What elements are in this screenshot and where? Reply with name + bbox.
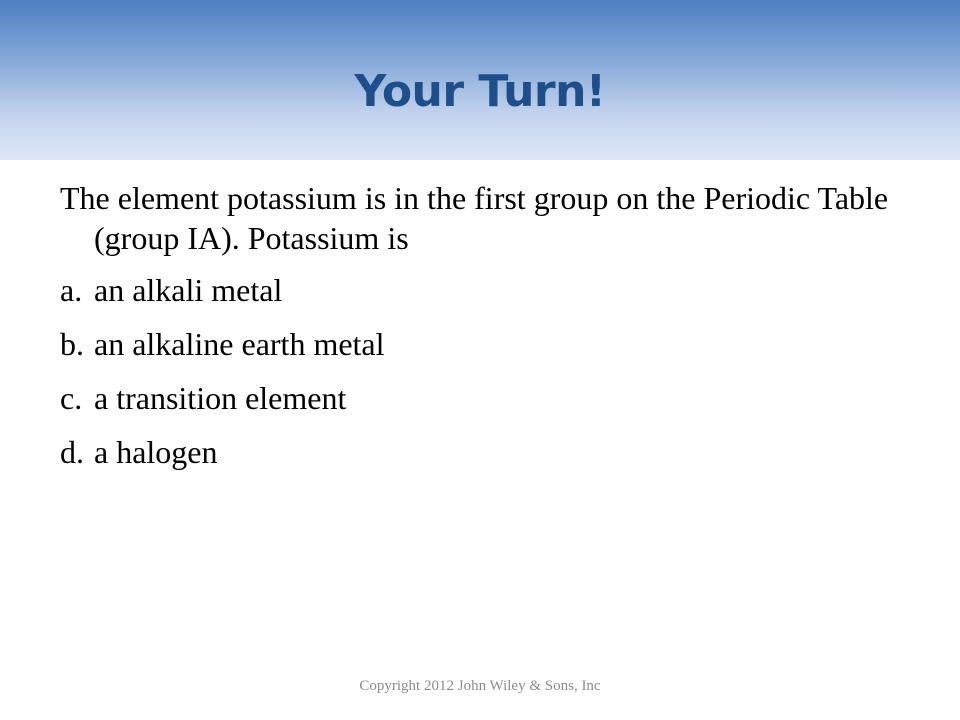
slide-title: Your Turn!: [354, 66, 606, 117]
option-text: a transition element: [94, 380, 347, 416]
option-d: [60, 432, 920, 472]
option-b: [60, 324, 920, 364]
option-text: an alkali metal: [94, 272, 283, 308]
question-text: The element potassium is in the first group on the Periodic Table (group IA). Potassium is: [60, 180, 889, 256]
slide-content: [60, 178, 920, 486]
copyright-footer: Copyright 2012 John Wiley & Sons, Inc: [359, 678, 601, 694]
answer-options: [60, 270, 920, 472]
option-letter: a.: [60, 272, 83, 308]
option-c: [60, 378, 920, 418]
option-text: a halogen: [94, 434, 218, 470]
option-letter: b.: [60, 326, 84, 362]
option-letter: d.: [60, 434, 84, 470]
option-a: [60, 270, 920, 310]
option-text: an alkaline earth metal: [94, 326, 385, 362]
option-letter: c.: [60, 380, 83, 416]
